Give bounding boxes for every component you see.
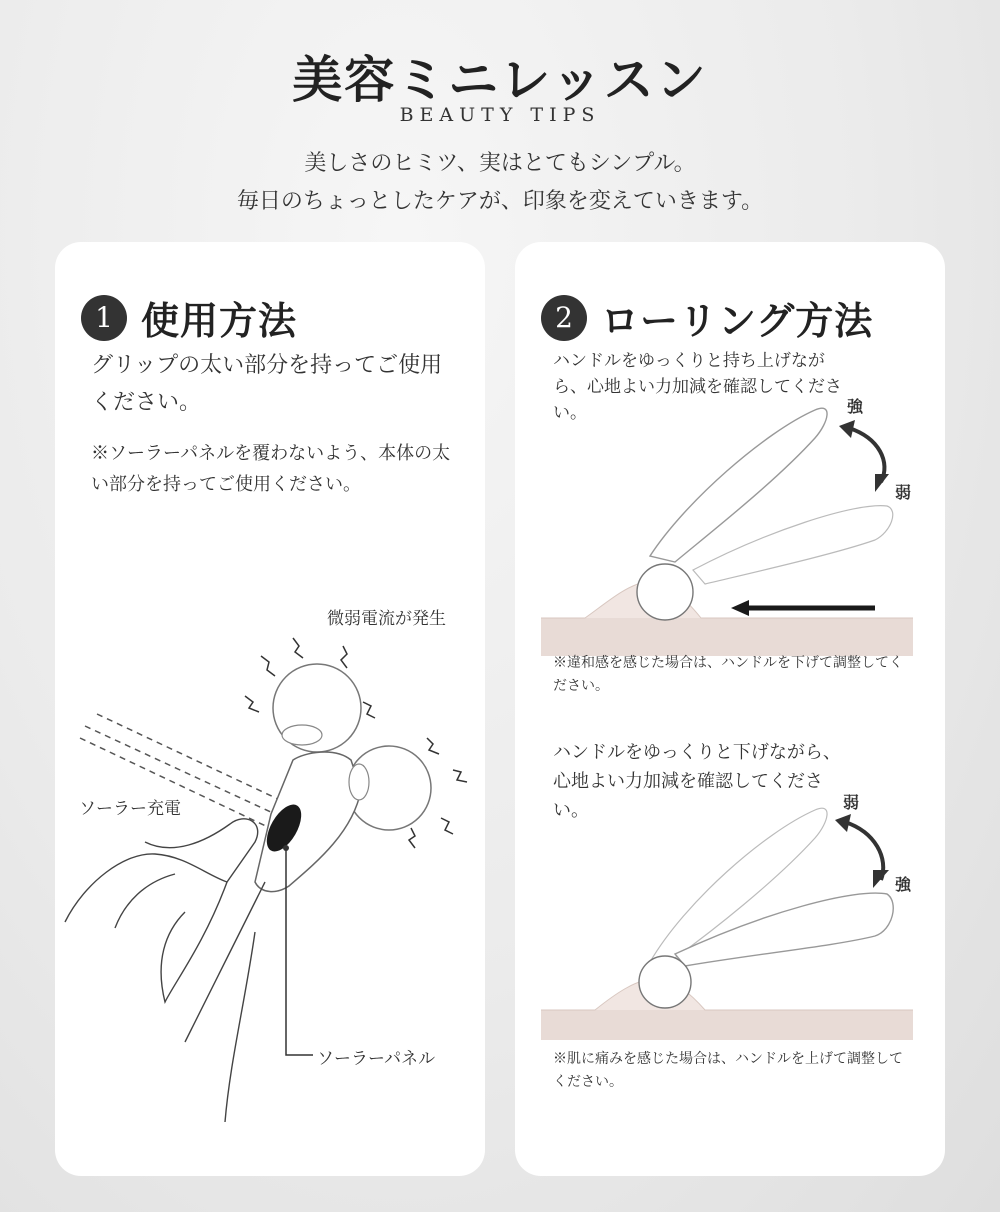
rolling-instruction-lower: ハンドルをゆっくりと下げながら、心地よい力加減を確認してください。 bbox=[553, 742, 841, 821]
label-strong: 強 bbox=[895, 875, 912, 894]
usage-title: 使用方法 bbox=[141, 298, 298, 343]
rolling-lower-illustration bbox=[515, 242, 945, 1176]
rolling-note-lower: ※肌に痛みを感じた場合は、ハンドルを上げて調整してください。 bbox=[553, 1051, 903, 1090]
lead-line-2: 毎日のちょっとしたケアが、印象を変えていきます。 bbox=[236, 189, 764, 214]
label-strong: 強 bbox=[847, 397, 864, 416]
page-title: 美容ミニレッスン bbox=[292, 50, 708, 109]
usage-card bbox=[55, 242, 485, 1176]
rolling-title: ローリング方法 bbox=[601, 298, 874, 343]
label-weak: 弱 bbox=[843, 793, 860, 812]
label-weak: 弱 bbox=[895, 483, 912, 502]
usage-instruction: グリップの太い部分を持ってご使用ください。 bbox=[91, 353, 443, 415]
page-subtitle: BEAUTY TIPS bbox=[399, 104, 601, 126]
label-solar-panel: ソーラーパネル bbox=[317, 1049, 436, 1069]
rolling-note-lift: ※違和感を感じた場合は、ハンドルを下げて調整してください。 bbox=[553, 655, 903, 694]
step-number-badge: 1 bbox=[81, 295, 127, 341]
label-solar-charge: ソーラー充電 bbox=[79, 799, 181, 819]
rolling-card bbox=[515, 242, 945, 1176]
roller-hand-illustration bbox=[55, 242, 485, 1176]
label-micro-current: 微弱電流が発生 bbox=[327, 609, 446, 629]
usage-note: ※ソーラーパネルを覆わないよう、本体の太い部分を持ってご使用ください。 bbox=[91, 443, 451, 495]
step-number-badge: 2 bbox=[541, 295, 587, 341]
lead-line-1: 美しさのヒミツ、実はとてもシンプル。 bbox=[304, 151, 696, 176]
rolling-instruction-lift: ハンドルをゆっくりと持ち上げながら、心地よい力加減を確認してください。 bbox=[553, 351, 842, 423]
